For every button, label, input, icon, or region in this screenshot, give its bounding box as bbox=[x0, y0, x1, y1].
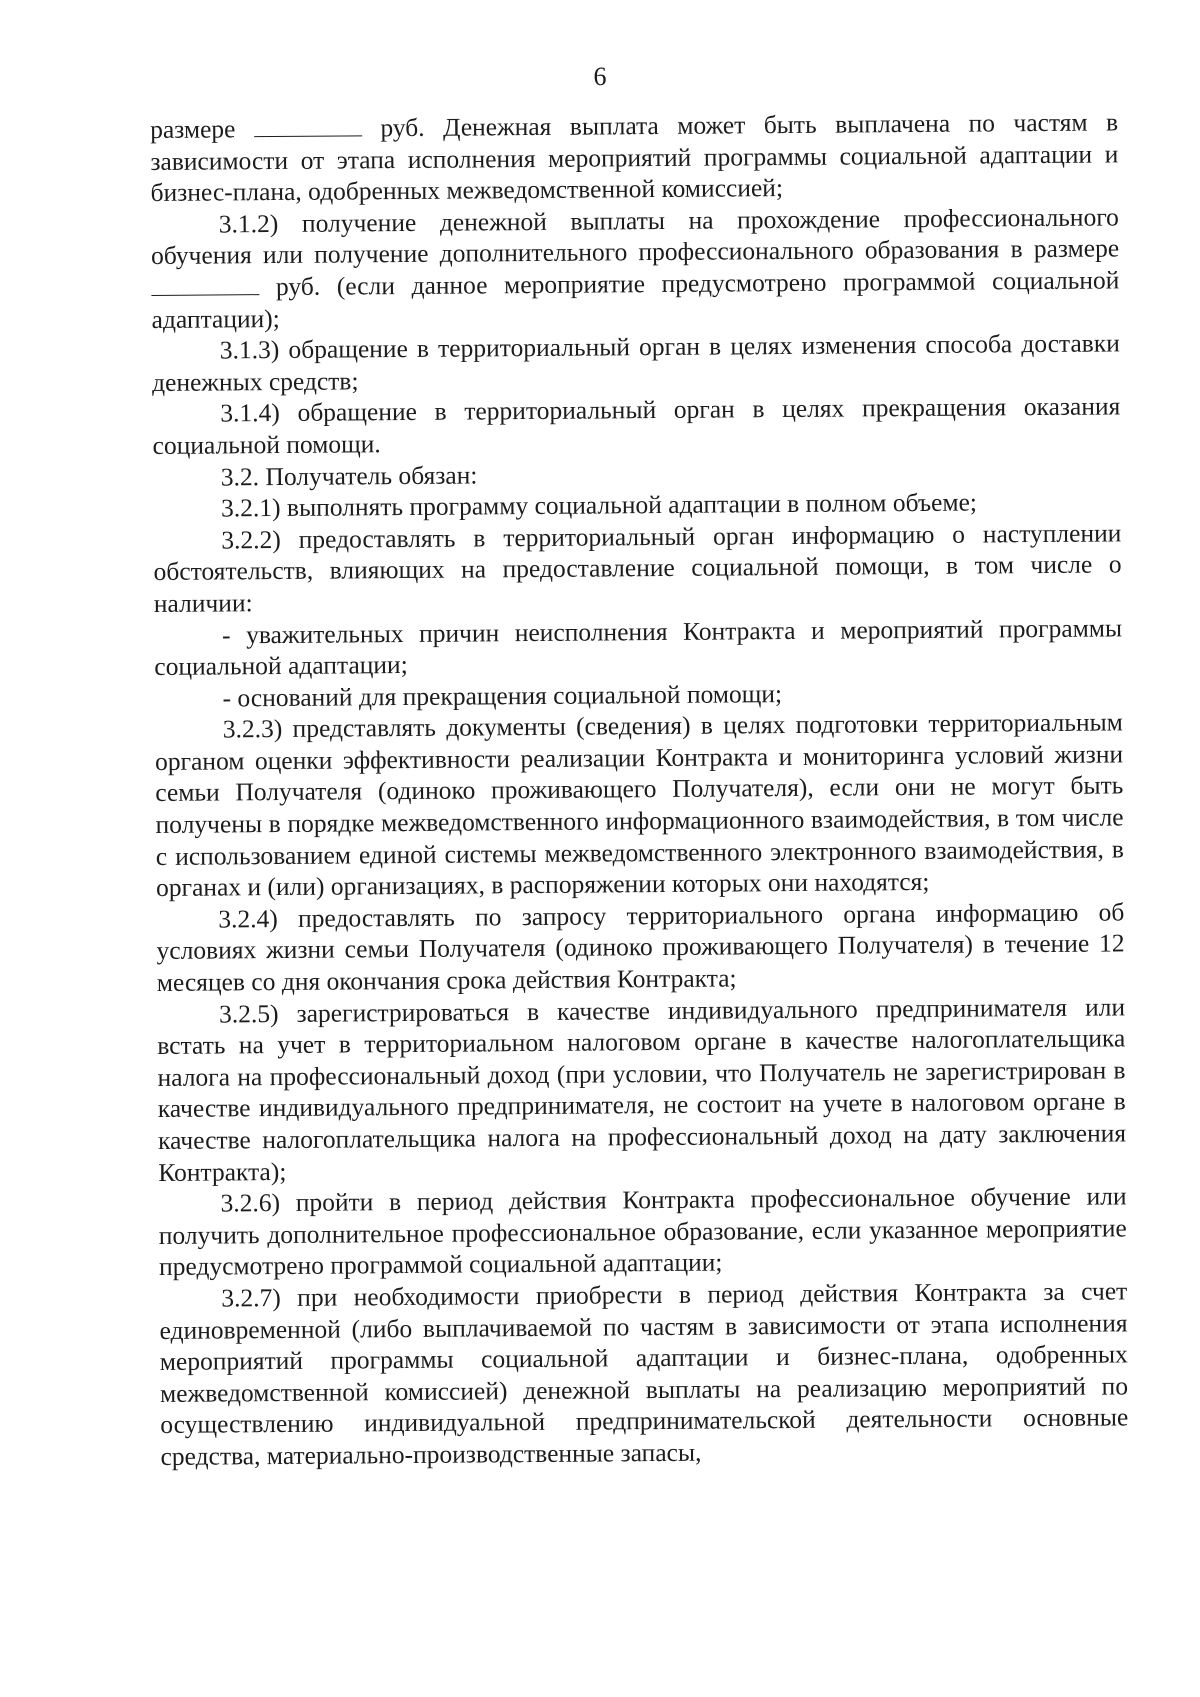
paragraph-text: руб. Денежная выплата может быть выплачена по частям в зависимости от этапа исполнения мероприятий программы социальной адаптации и бизнес-плана, одобренных межведомственной комиссией; bbox=[150, 107, 1119, 208]
paragraph-3-1-2 bbox=[151, 201, 1120, 335]
paragraph-3-2-6: 3.2.6) пройти в период действия Контракта профессиональное обучение или получить дополнительное профессиональное образование, если указанное мероприятие предусмотрено программой социальной адаптации; bbox=[158, 1181, 1127, 1282]
list-item-valid-reasons: - уважительных причин неисполнения Контракта и мероприятий программы социальной адаптации; bbox=[154, 612, 1123, 682]
paragraph-text: руб. (если данное мероприятие предусмотрено программой социальной адаптации); bbox=[151, 265, 1120, 334]
paragraph-3-2-3: 3.2.3) представлять документы (сведения) в целях подготовки территориальным органом оценки эффективности реализации Контракта и мониторинга условий жизни семьи Получателя (одиноко проживающего Получателя), если они не могут быть получены в порядке межведомственного информационного взаимодействия, в том числе с использованием единой системы межведомственного электронного взаимодействия, в органах и (или) организациях, в распоряжении которых они находятся; bbox=[154, 707, 1124, 903]
page-number: 6 bbox=[593, 62, 607, 91]
document-body bbox=[150, 106, 1129, 1472]
amount-blank-line bbox=[254, 117, 362, 137]
paragraph-3-2-7: 3.2.7) при необходимости приобрести в период действия Контракта за счет единовременной (либо выплачиваемой по частям в зависимости от этапа исполнения мероприятий программы социальной адаптации и бизнес-плана, одобренных межведомственной комиссией) денежной выплаты на реализацию мероприятий по осуществлению индивидуальной предпринимательской деятельности основные средства, материально-производственные запасы, bbox=[159, 1276, 1129, 1471]
paragraph-3-2: 3.2. Получатель обязан: bbox=[220, 459, 478, 491]
paragraph-3-1-3: 3.1.3) обращение в территориальный орган в целях изменения способа доставки денежных средств; bbox=[151, 328, 1120, 397]
amount-blank-line bbox=[151, 276, 259, 296]
paragraph-payment-continuation bbox=[150, 106, 1119, 208]
paragraph-3-2-1: 3.2.1) выполнять программу социальной адаптации в полном объеме; bbox=[220, 487, 978, 523]
paragraph-3-2-2: 3.2.2) предоставлять в территориальный орган информацию о наступлении обстоятельств, влияющих на предоставление социальной помощи, в том числе о наличии: bbox=[153, 518, 1122, 618]
paragraph-3-2-4: 3.2.4) предоставлять по запросу территориального органа информацию об условиях жизни семьи Получателя (одиноко проживающего Получателя) в течение 12 месяцев со дня окончания срока действия Контракта; bbox=[156, 897, 1125, 998]
paragraph-text: 3.1.2) получение денежной выплаты на прохождение профессионального обучения или получение дополнительного профессионального образования в размере bbox=[151, 202, 1120, 271]
paragraph-text: размере bbox=[150, 114, 255, 144]
list-item-termination-grounds: - оснований для прекращения социальной помощи; bbox=[222, 678, 783, 713]
paragraph-3-1-4: 3.1.4) обращение в территориальный орган в целях прекращения оказания социальной помощи. bbox=[152, 391, 1121, 460]
paragraph-3-2-5: 3.2.5) зарегистрироваться в качестве индивидуального предпринимателя или встать на учет в территориальном налоговом органе в качестве налогоплательщика налога на профессиональный доход (при условии, что Получатель не зарегистрирован в качестве индивидуального предпринимателя, не состоит на учете в налоговом органе в качестве налогоплательщика налога на профессиональный доход на дату заключения Контракта); bbox=[157, 991, 1127, 1187]
